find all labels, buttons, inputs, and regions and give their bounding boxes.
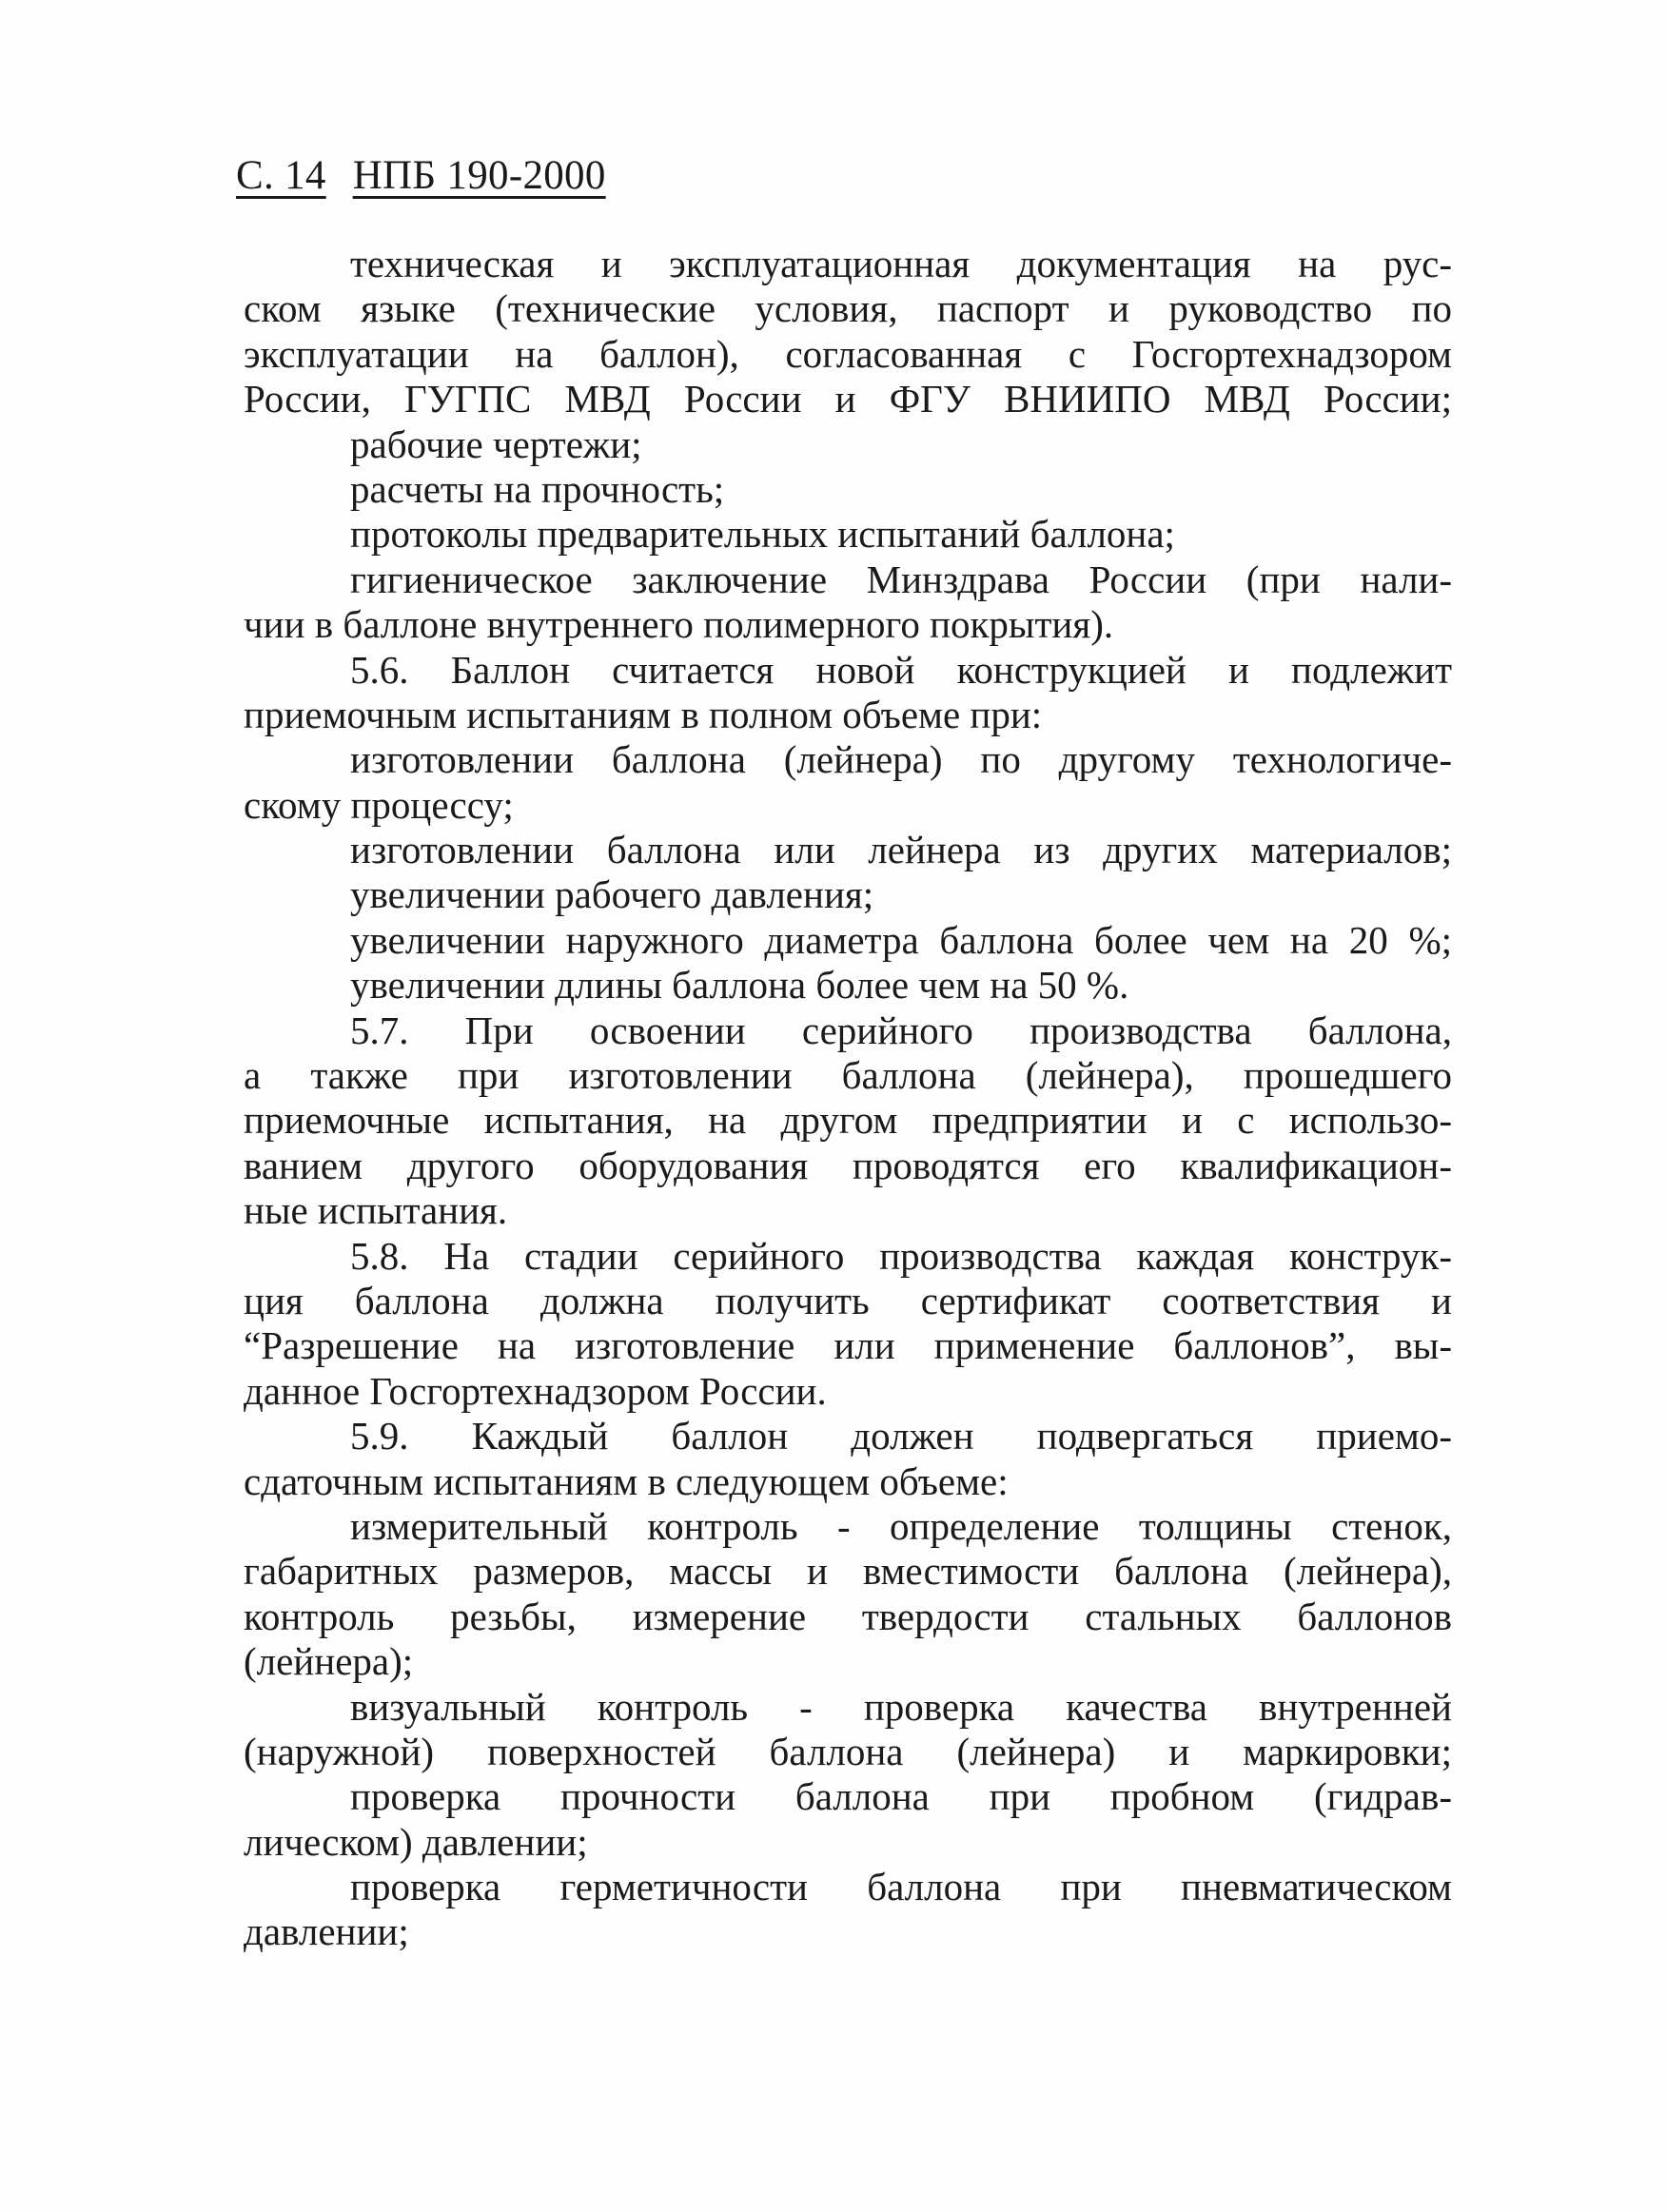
- text-line: 5.8. На стадии серийного производства каждая конструк-: [350, 1233, 1452, 1278]
- text-line: сдаточным испытаниям в следующем объеме:: [244, 1458, 1009, 1503]
- text-line: 5.9. Каждый баллон должен подвергаться приемо-: [350, 1414, 1452, 1458]
- text-line: изготовлении баллона (лейнера) по другому технологиче-: [350, 737, 1452, 782]
- text-line: “Разрешение на изготовление или применение баллонов”, вы-: [244, 1323, 1452, 1368]
- text-line: а также при изготовлении баллона (лейнера), прошедшего: [244, 1053, 1452, 1098]
- text-line: контроль резьбы, измерение твердости стальных баллонов: [244, 1594, 1452, 1638]
- text-line: расчеты на прочность;: [350, 466, 725, 511]
- text-line: визуальный контроль - проверка качества внутренней: [350, 1684, 1452, 1729]
- text-line: ные испытания.: [244, 1188, 508, 1233]
- text-line: чии в баллоне внутреннего полимерного покрытия).: [244, 602, 1114, 647]
- document-code: НПБ 190-2000: [352, 153, 606, 198]
- text-line: габаритных размеров, массы и вместимости баллона (лейнера),: [244, 1549, 1452, 1594]
- text-line: изготовлении баллона или лейнера из других материалов;: [350, 828, 1452, 872]
- text-line: приемочные испытания, на другом предприятии и с использо-: [244, 1098, 1452, 1143]
- text-line: лическом) давлении;: [244, 1819, 588, 1864]
- document-body: [244, 242, 1452, 1955]
- text-line: ция баллона должна получить сертификат соответствия и: [244, 1278, 1452, 1322]
- text-line: протоколы предварительных испытаний баллона;: [350, 512, 1175, 557]
- page-number: С. 14: [236, 153, 326, 198]
- text-line: данное Госгортехнадзором России.: [244, 1368, 827, 1413]
- text-line: (наружной) поверхностей баллона (лейнера) и маркировки;: [244, 1729, 1452, 1773]
- text-line: 5.6. Баллон считается новой конструкцией и подлежит: [350, 647, 1452, 692]
- text-line: гигиеническое заключение Минздрава России (при нали-: [350, 557, 1452, 601]
- text-line: ском языке (технические условия, паспорт и руководство по: [244, 286, 1452, 331]
- text-line: 5.7. При освоении серийного производства баллона,: [350, 1008, 1452, 1052]
- text-line: приемочным испытаниям в полном объеме при:: [244, 692, 1043, 736]
- text-line: скому процессу;: [244, 782, 514, 827]
- text-line: увеличении наружного диаметра баллона более чем на 20 %;: [350, 917, 1452, 962]
- text-line: проверка герметичности баллона при пневматическом: [350, 1865, 1452, 1909]
- text-line: проверка прочности баллона при пробном (гидрав-: [350, 1774, 1452, 1819]
- text-line: увеличении рабочего давления;: [350, 872, 874, 917]
- text-line: рабочие чертежи;: [350, 421, 642, 466]
- text-line: увеличении длины баллона более чем на 50 %.: [350, 963, 1129, 1008]
- text-line: ванием другого оборудования проводятся его квалификацион-: [244, 1143, 1452, 1187]
- text-line: давлении;: [244, 1909, 409, 1954]
- page-header: [236, 150, 606, 202]
- text-line: измерительный контроль - определение толщины стенок,: [350, 1503, 1452, 1548]
- text-line: техническая и эксплуатационная документация на рус-: [350, 242, 1452, 285]
- text-line: России, ГУГПС МВД России и ФГУ ВНИИПО МВД России;: [244, 377, 1452, 421]
- text-line: эксплуатации на баллон), согласованная с Госгортехнадзором: [244, 331, 1452, 376]
- text-line: (лейнера);: [244, 1639, 414, 1684]
